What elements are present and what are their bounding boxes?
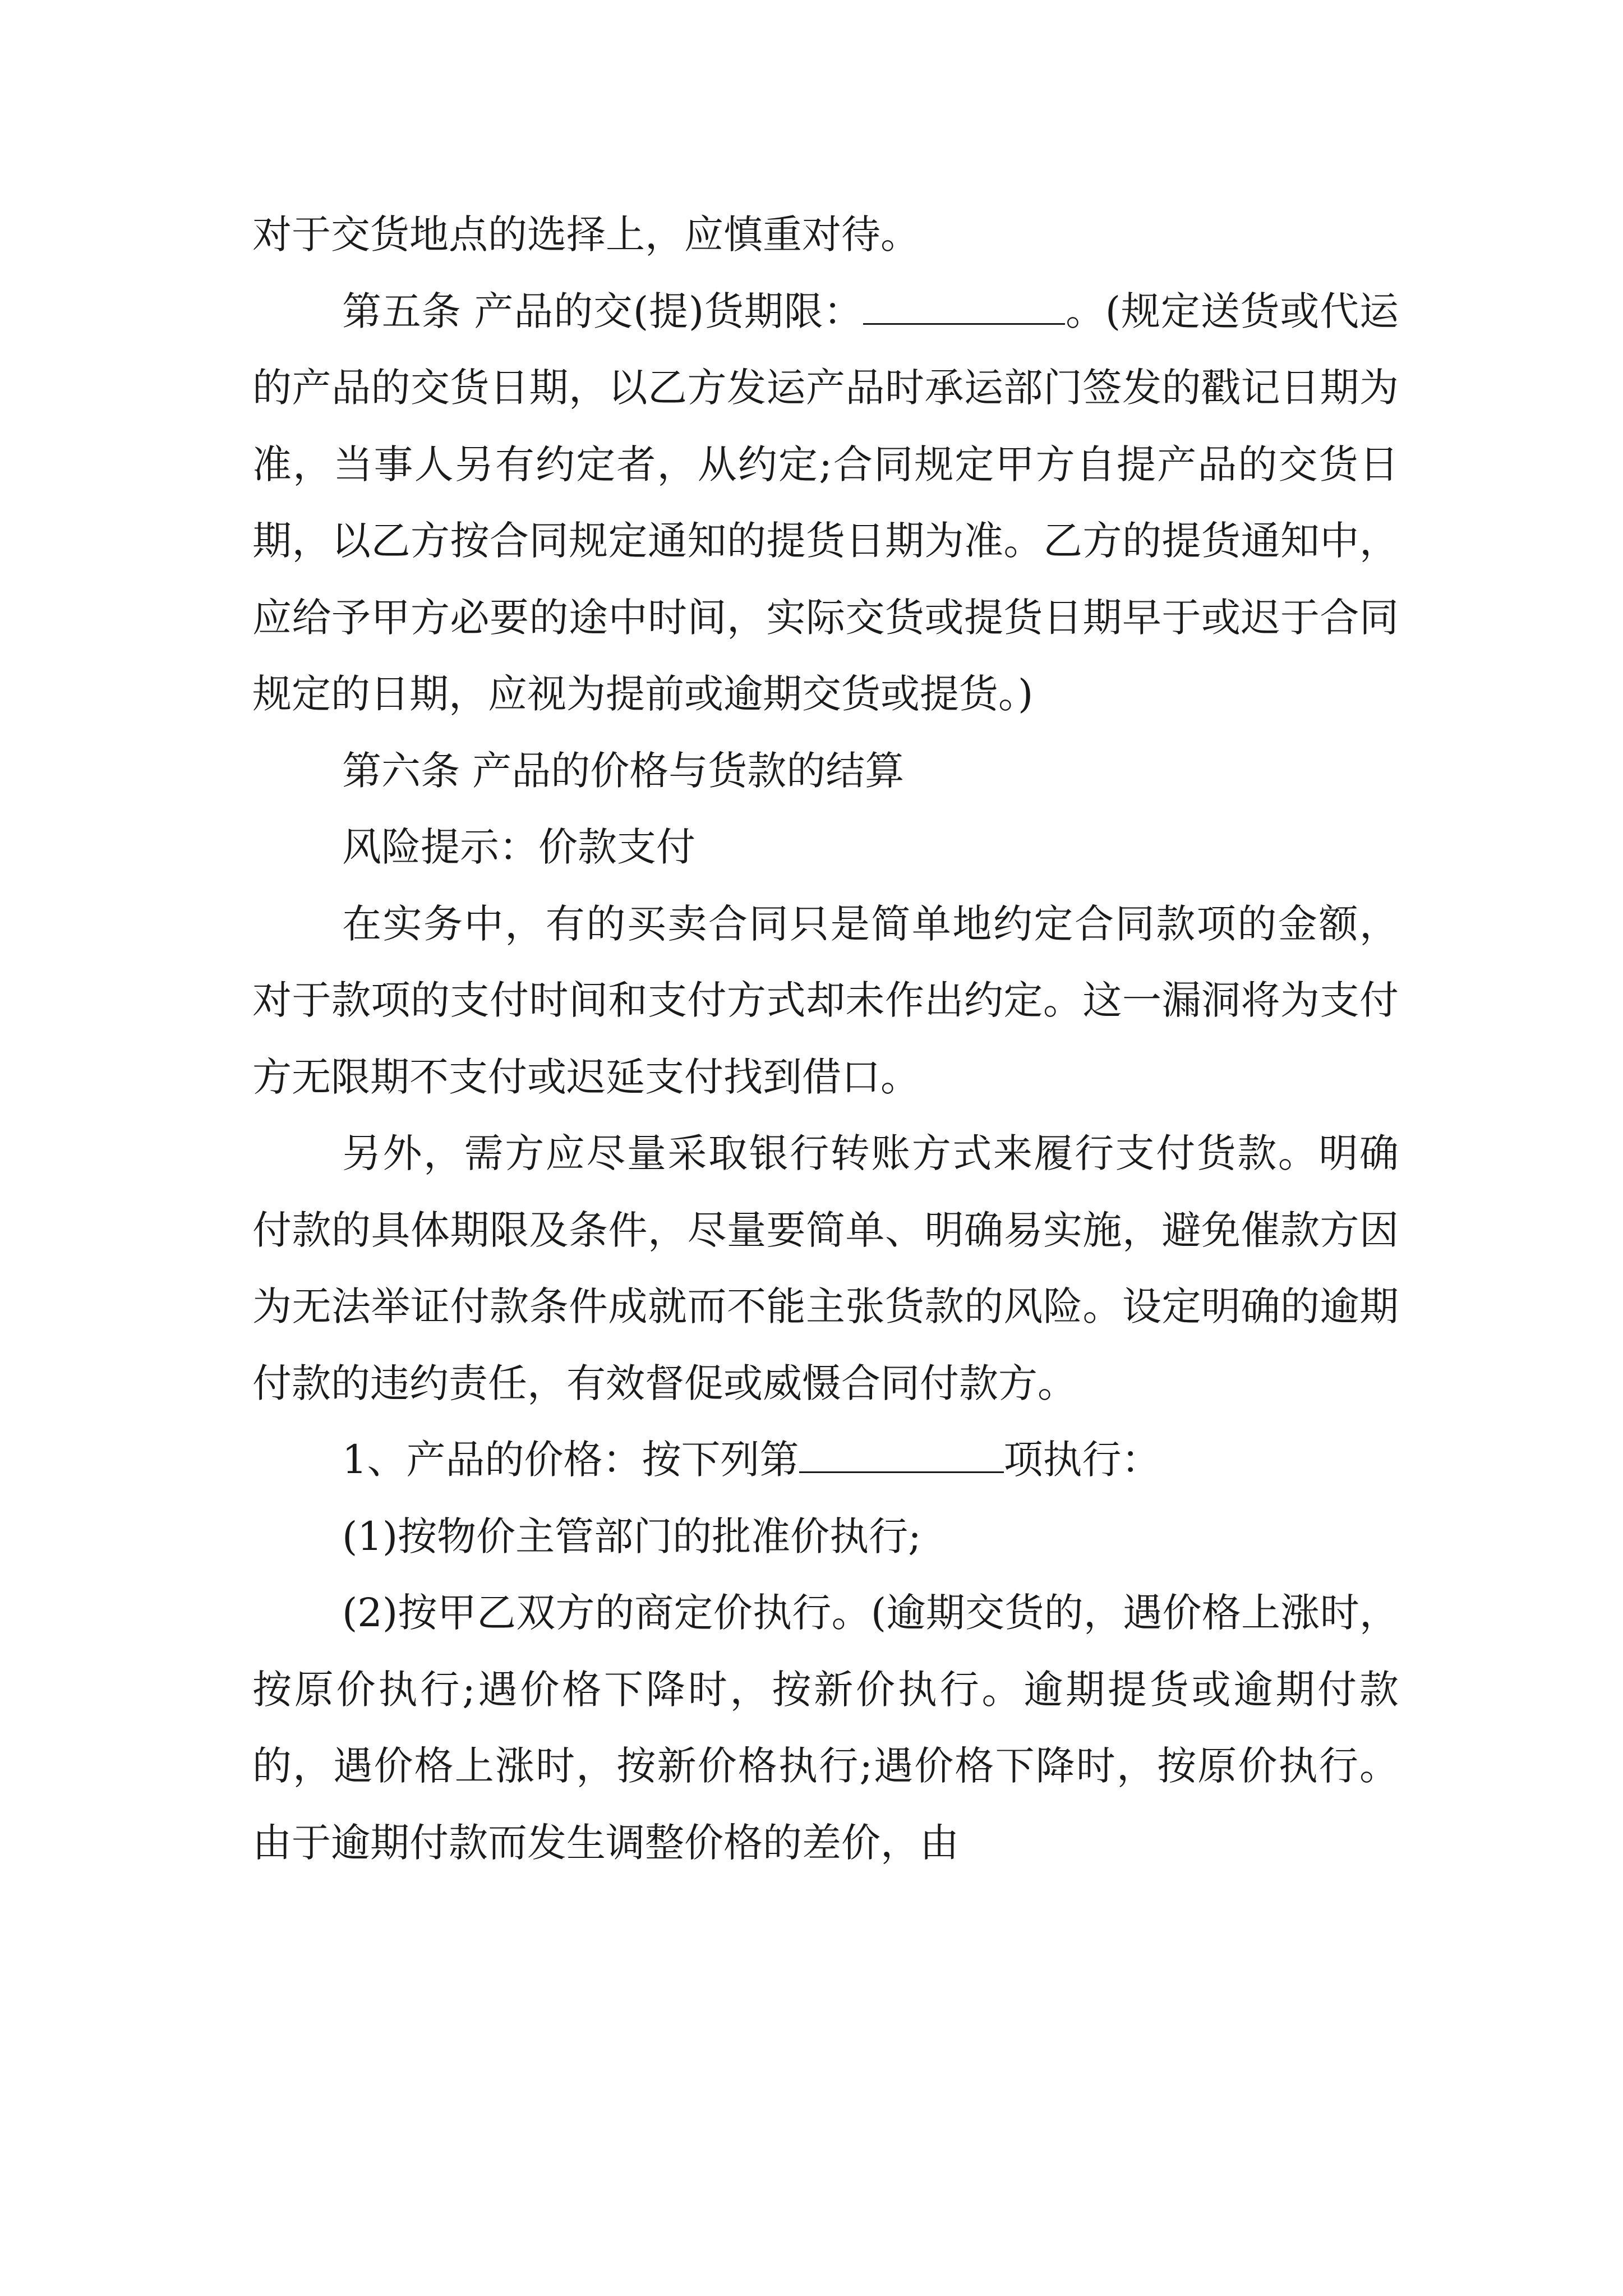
paragraph-price-option-1: (1)按物价主管部门的批准价执行; [342, 1513, 921, 1559]
paragraph-delivery-location-note: 对于交货地点的选择上，应慎重对待。 [252, 211, 920, 257]
paragraph-article-5 [252, 273, 1399, 733]
paragraph-payment-advice: 另外，需方应尽量采取银行转账方式来履行支付货款。明确付款的具体期限及条件，尽量要简单、明确易实施，避免催款方因为无法举证付款条件成就而不能主张货款的风险。设定明确的逾期付款的违约责任，有效督促或威慑合同付款方。 [252, 1130, 1399, 1406]
document-body [252, 196, 1399, 1881]
paragraph-price-clause [252, 1421, 1399, 1498]
paragraph-article-6-heading: 第六条 产品的价格与货款的结算 [342, 747, 905, 794]
price-clause-before: 1、产品的价格：按下列第 [342, 1437, 799, 1483]
price-clause-after: 项执行： [1003, 1437, 1161, 1483]
paragraph-price-option-2: (2)按甲乙双方的商定价执行。(逾期交货的，遇价格上涨时，按原价执行;遇价格下降时，按新价执行。逾期提货或逾期付款的，遇价格上涨时，按新价格执行;遇价格下降时，按原价执行。由于逾期付款而发生调整价格的差价，由 [252, 1590, 1399, 1866]
price-option-blank [799, 1438, 1004, 1473]
delivery-period-blank [863, 289, 1065, 325]
paragraph-practice-note: 在实务中，有的买卖合同只是简单地约定合同款项的金额，对于款项的支付时间和支付方式却未作出约定。这一漏洞将为支付方无限期不支付或迟延支付找到借口。 [252, 900, 1399, 1100]
article-5-heading: 第五条 产品的交(提)货期限： [342, 288, 864, 334]
paragraph-risk-tip: 风险提示：价款支付 [342, 824, 695, 870]
article-5-text: 。(规定送货或代运的产品的交货日期，以乙方发运产品时承运部门签发的戳记日期为准，当事人另有约定者，从约定;合同规定甲方自提产品的交货日期，以乙方按合同规定通知的提货日期为准。乙方的提货通知中，应给予甲方必要的途中时间，实际交货或提货日期早于或迟于合同规定的日期，应视为提前或逾期交货或提货。) [252, 288, 1399, 717]
